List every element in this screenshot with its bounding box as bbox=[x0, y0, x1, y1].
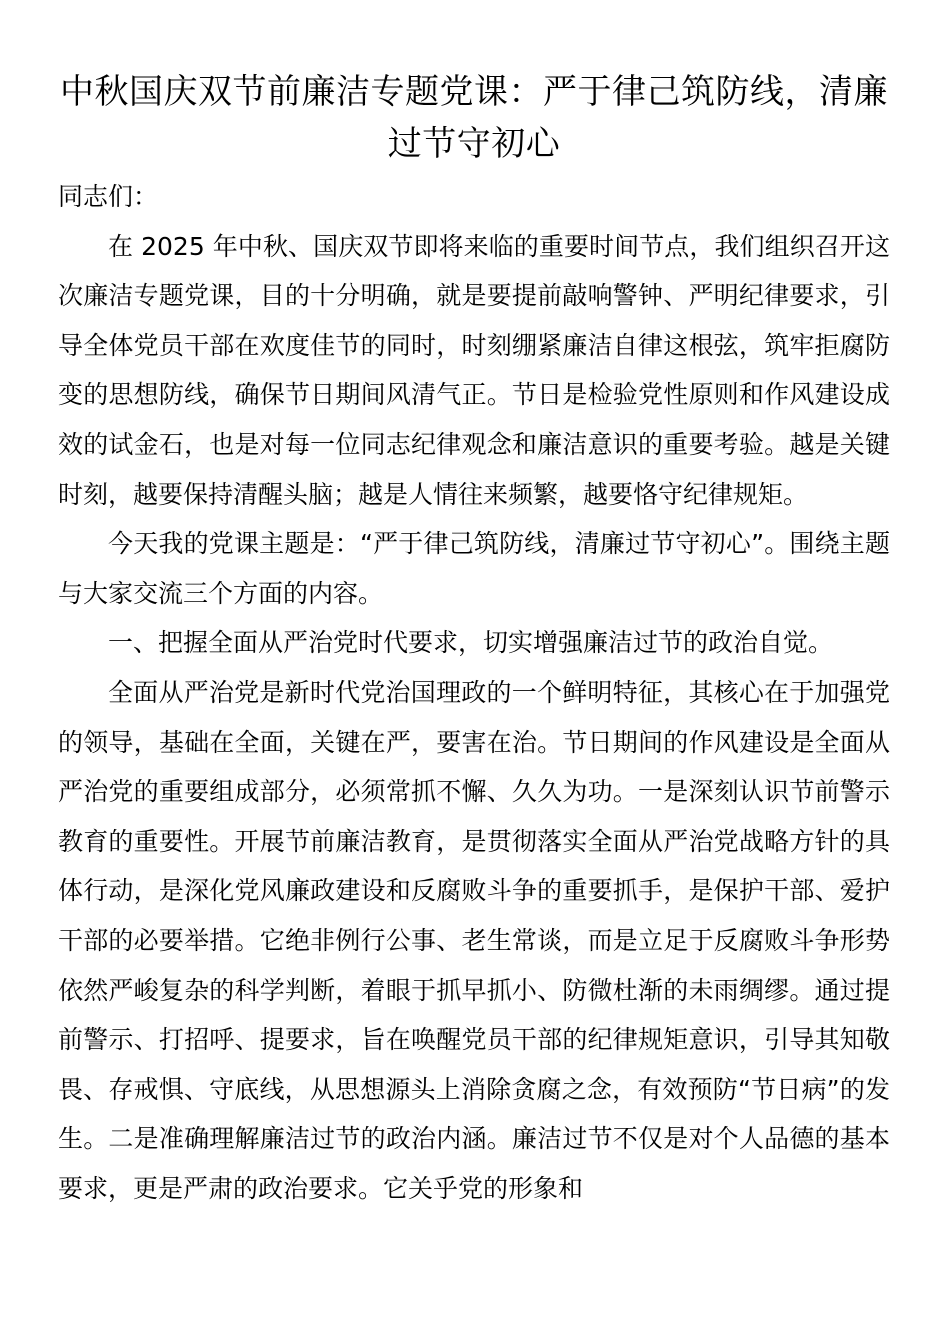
paragraph-intro: 在 2025 年中秋、国庆双节即将来临的重要时间节点，我们组织召开这次廉洁专题党课，目的十分明确，就是要提前敲响警钟、严明纪律要求，引导全体党员干部在欢度佳节的同时，时刻绷紧廉洁自律这根弦，筑牢拒腐防变的思想防线，确保节日期间风清气正。节日是检验党性原则和作风建设成效的试金石，也是对每一位同志纪律观念和廉洁意识的重要考验。越是关键时刻，越要保持清醒头脑；越是人情往来频繁，越要恪守纪律规矩。 bbox=[58, 231, 890, 509]
paragraph-section-one: 全面从严治党是新时代党治国理政的一个鲜明特征，其核心在于加强党的领导，基础在全面，关键在严，要害在治。节日期间的作风建设是全面从严治党的重要组成部分，必须常抓不懈、久久为功。一是深刻认识节前警示教育的重要性。开展节前廉洁教育，是贯彻落实全面从严治党战略方针的具体行动，是深化党风廉政建设和反腐败斗争的重要抓手，是保护干部、爱护干部的必要举措。它绝非例行公事、老生常谈，而是立足于反腐败斗争形势依然严峻复杂的科学判断，着眼于抓早抓小、防微杜渐的未雨绸缪。通过提前警示、打招呼、提要求，旨在唤醒党员干部的纪律规矩意识，引导其知敬畏、存戒惧、守底线，从思想源头上消除贪腐之念，有效预防“节日病”的发生。二是准确理解廉洁过节的政治内涵。廉洁过节不仅是对个人品德的基本要求，更是严肃的政治要求。它关乎党的形象和 bbox=[58, 677, 890, 1203]
section-heading-one: 一、把握全面从严治党时代要求，切实增强廉洁过节的政治自觉。 bbox=[108, 628, 834, 658]
document-title: 中秋国庆双节前廉洁专题党课：严于律己筑防线，清廉过节守初心 bbox=[60, 72, 888, 164]
salutation: 同志们： bbox=[58, 182, 159, 211]
paragraph-theme: 今天我的党课主题是：“严于律己筑防线，清廉过节守初心”。围绕主题与大家交流三个方面的内容。 bbox=[58, 529, 890, 608]
